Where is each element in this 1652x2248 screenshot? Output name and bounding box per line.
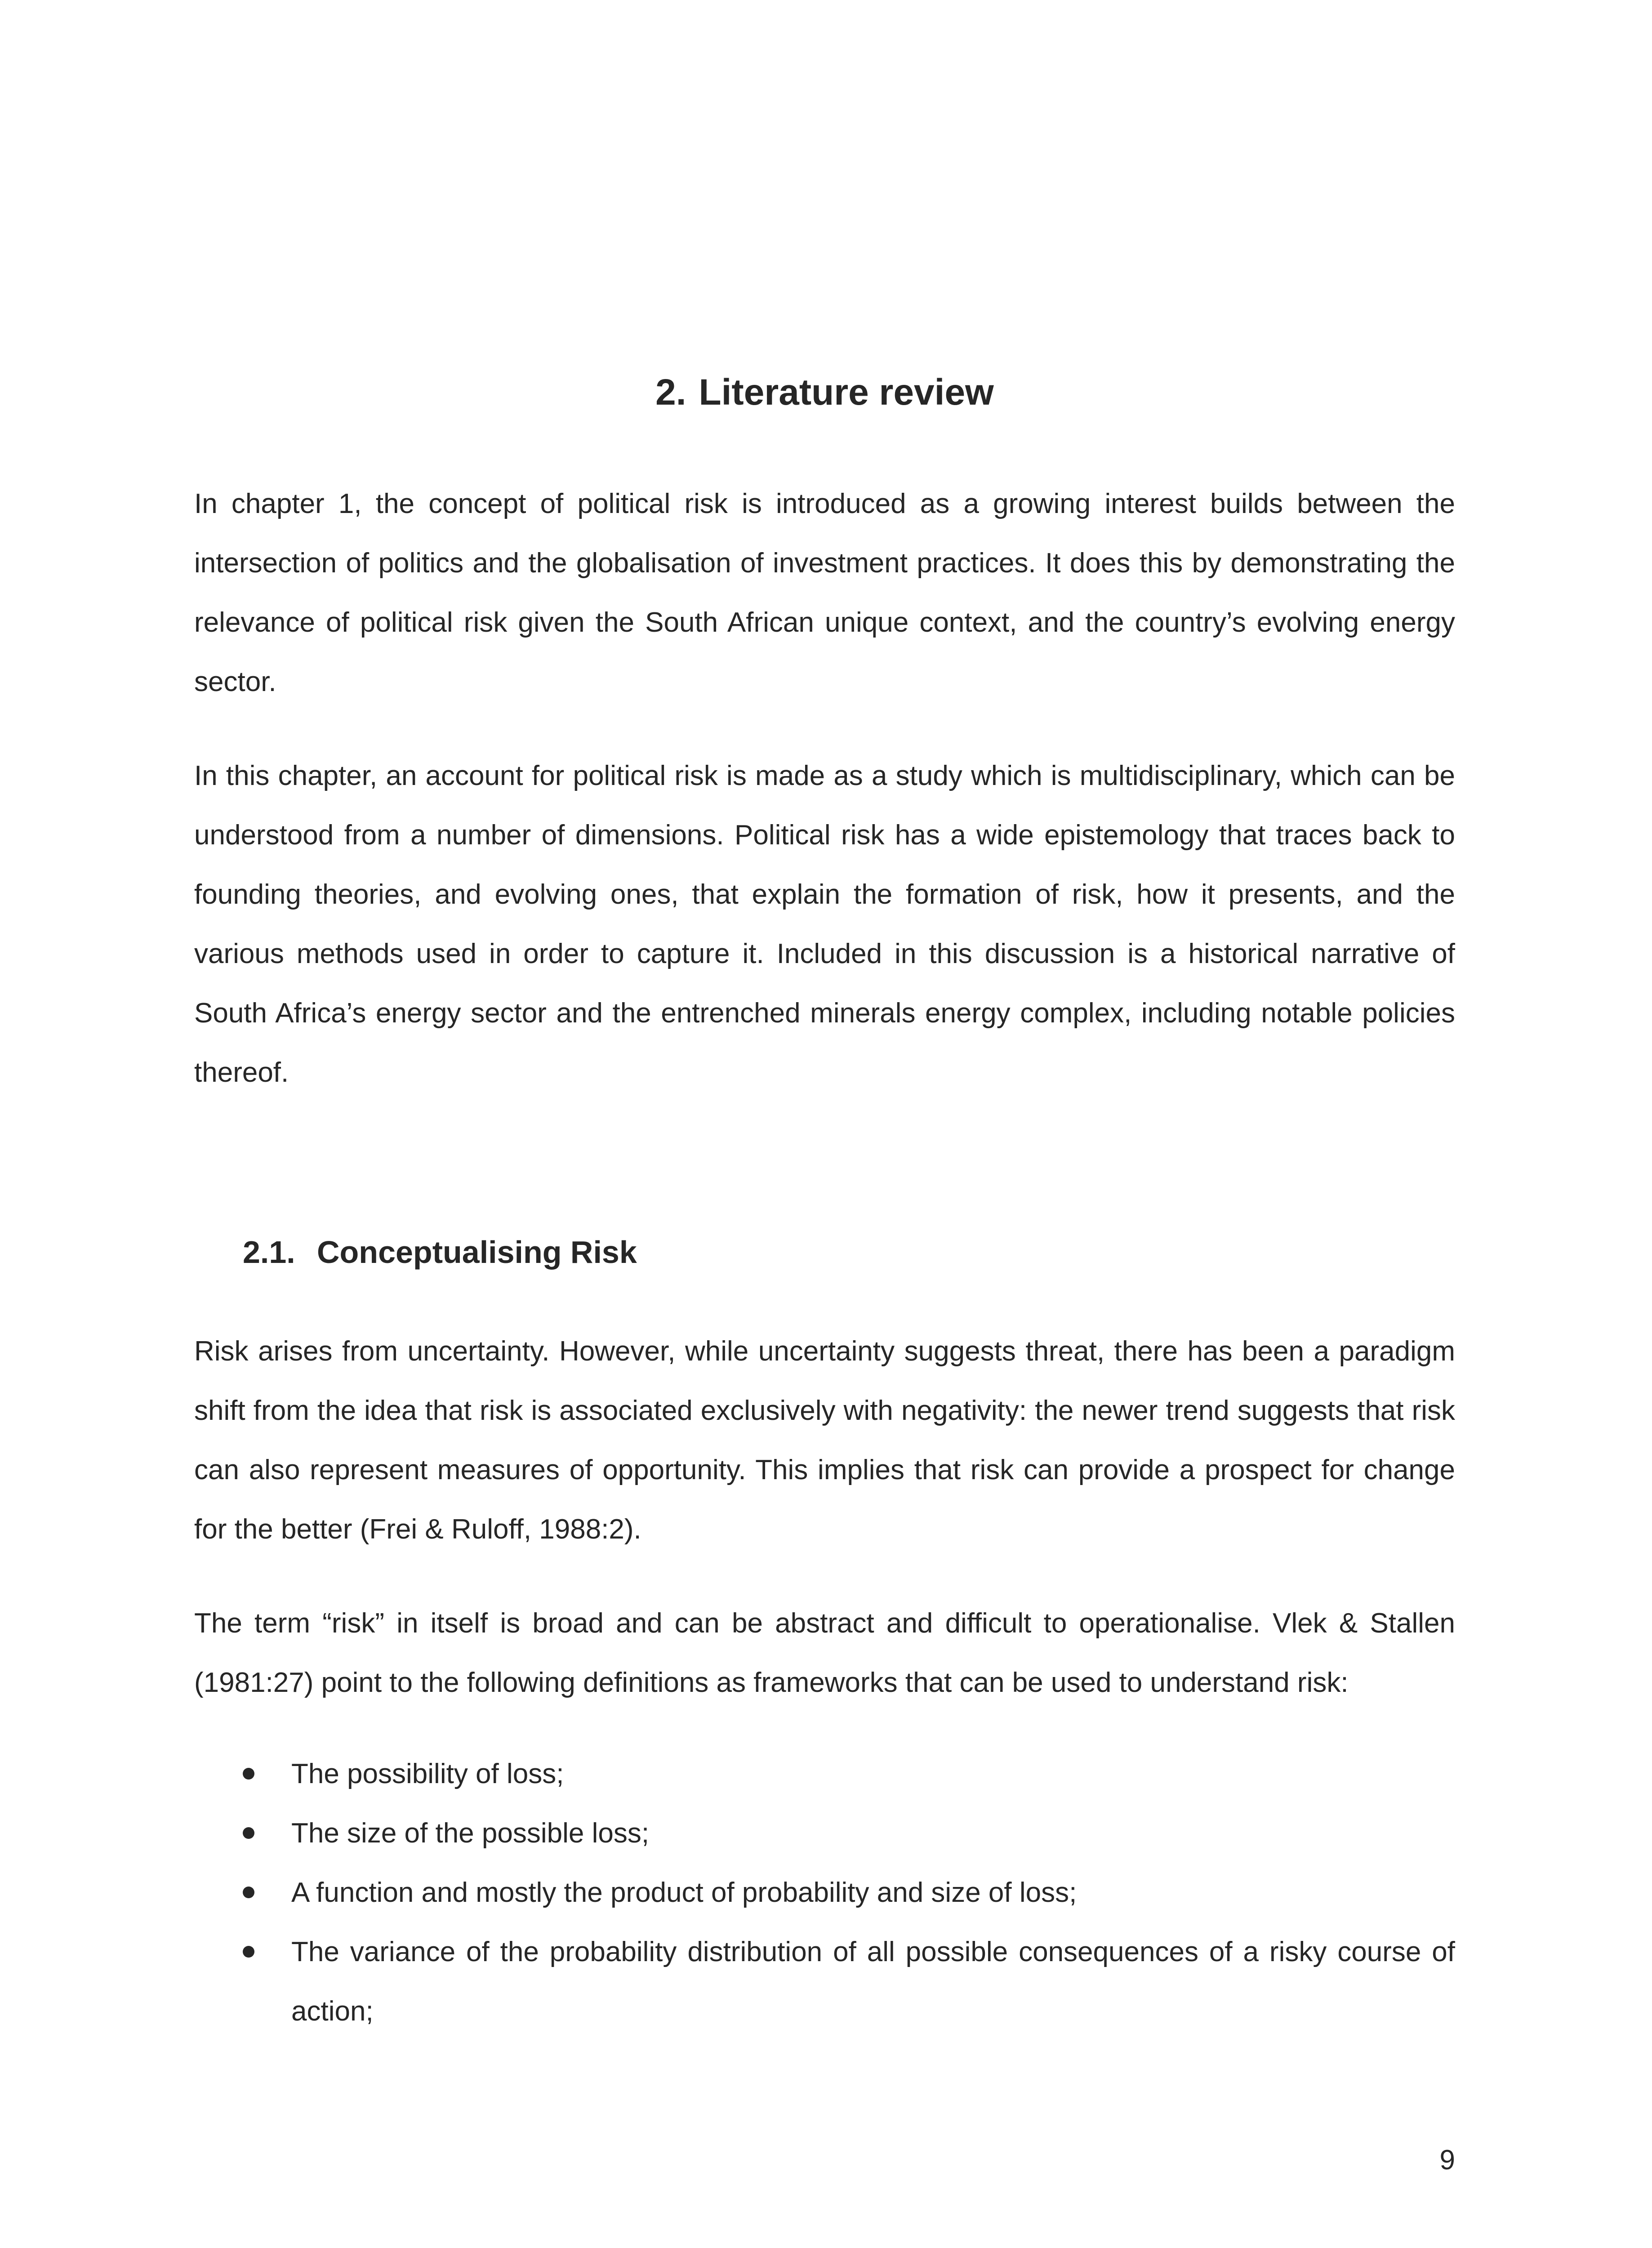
section-title: Conceptualising Risk <box>317 1235 637 1270</box>
risk-definitions-list <box>243 1744 1455 2041</box>
bullet-icon <box>243 1827 254 1839</box>
list-item-text: The size of the possible loss; <box>291 1818 650 1849</box>
section-paragraph-2: The term “risk” in itself is broad and can be abstract and difficult to operationalise. Vlek & Stallen (1981:27) point to the following definitions as frameworks that can be used to understand risk: <box>194 1608 1455 1698</box>
list-item-text: The variance of the probability distribution of all possible consequences of a risky course of action; <box>291 1936 1455 2027</box>
page-number: 9 <box>1439 2145 1455 2176</box>
list-item <box>243 1804 1455 1863</box>
intro-paragraph-1: In chapter 1, the concept of political risk is introduced as a growing interest builds between the intersection of politics and the globalisation of investment practices. It does this by demonstrating the relevance of political risk given the South African unique context, and the country’s evolving energy sector. <box>194 488 1455 697</box>
list-item-text: A function and mostly the product of probability and size of loss; <box>291 1877 1077 1908</box>
chapter-title: Literature review <box>699 372 994 413</box>
bullet-icon <box>243 1887 254 1898</box>
chapter-heading <box>194 368 1455 417</box>
bullet-icon <box>243 1768 254 1780</box>
section-heading <box>243 1230 637 1275</box>
intro-paragraph-2: In this chapter, an account for political risk is made as a study which is multidisciplinary, which can be understood from a number of dimensions. Political risk has a wide epistemology that traces back to founding theories, and evolving ones, that explain the formation of risk, how it presents, and the various methods used in order to capture it. Included in this discussion is a historical narrative of South Africa’s energy sector and the entrenched minerals energy complex, including notable policies thereof. <box>194 760 1455 1088</box>
list-item <box>243 1744 1455 1804</box>
section-number: 2.1. <box>243 1235 295 1270</box>
list-item-text: The possibility of loss; <box>291 1758 564 1789</box>
section-paragraph-1: Risk arises from uncertainty. However, while uncertainty suggests threat, there has been a paradigm shift from the idea that risk is associated exclusively with negativity: the newer trend suggests that risk can also represent measures of opportunity. This implies that risk can provide a prospect for change for the better (Frei & Ruloff, 1988:2). <box>194 1336 1455 1545</box>
list-item <box>243 1863 1455 1922</box>
chapter-number: 2. <box>655 372 686 413</box>
list-item <box>243 1922 1455 2041</box>
bullet-icon <box>243 1946 254 1958</box>
